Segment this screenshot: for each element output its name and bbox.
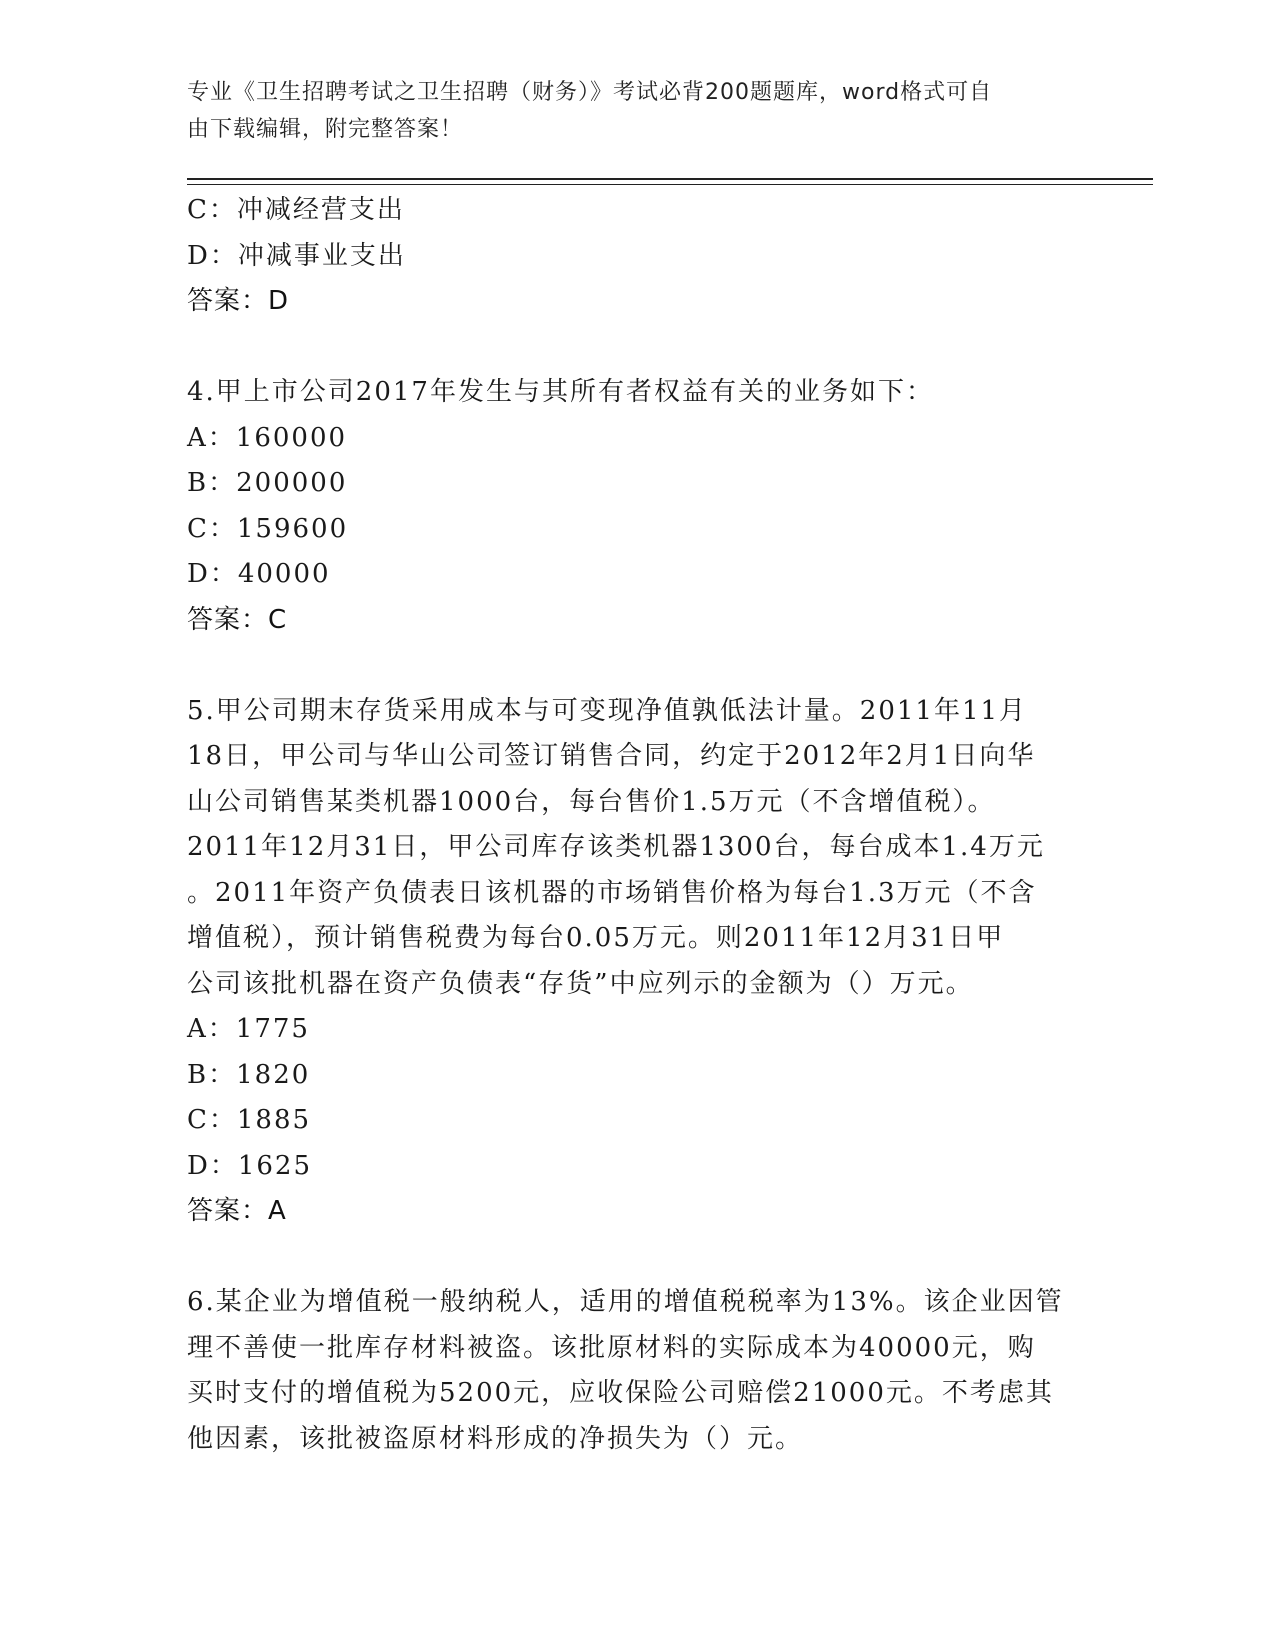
page-header xyxy=(187,74,1087,148)
option-d: D：冲减事业支出 xyxy=(187,240,406,271)
spacer xyxy=(187,325,1087,371)
option-c: C：159600 xyxy=(187,513,349,544)
question-text-line: 买时支付的增值税为5200元，应收保险公司赔偿21000元。不考虑其 xyxy=(187,1378,1054,1408)
question-content xyxy=(187,188,1087,1462)
question-text-line: 6.某企业为增值税一般纳税人，适用的增值税税率为13%。该企业因管 xyxy=(187,1287,1064,1317)
question-text: 4.甲上市公司2017年发生与其所有者权益有关的业务如下： xyxy=(187,377,934,407)
question-text-line: 山公司销售某类机器1000台，每台售价1.5万元（不含增值税）。 xyxy=(187,786,996,817)
question-text-line: 5.甲公司期末存货采用成本与可变现净值孰低法计量。2011年11月 xyxy=(187,695,1028,726)
answer-line: 答案：D xyxy=(187,286,290,316)
question-5-block xyxy=(187,689,1087,1235)
option-c: C：冲减经营支出 xyxy=(187,195,405,225)
header-divider-thick xyxy=(187,178,1153,180)
option-c: C：1885 xyxy=(187,1105,312,1135)
option-d: D：40000 xyxy=(187,559,331,589)
question-text-line: 。2011年资产负债表日该机器的市场销售价格为每台1.3万元（不含 xyxy=(187,877,1037,908)
answer-line: 答案：C xyxy=(187,604,288,635)
question-4-block xyxy=(187,370,1087,643)
spacer xyxy=(187,1235,1087,1281)
option-d: D：1625 xyxy=(187,1150,313,1181)
question-text-line: 18日，甲公司与华山公司签订销售合同，约定于2012年2月1日向华 xyxy=(187,741,1036,771)
question-text-line: 2011年12月31日，甲公司库存该类机器1300台，每台成本1.4万元 xyxy=(187,832,1045,862)
question-text-line: 增值税），预计销售税费为每台0.05万元。则2011年12月31日甲 xyxy=(187,923,1005,953)
option-a: A：1775 xyxy=(187,1014,310,1044)
header-line-2: 由下载编辑，附完整答案！ xyxy=(187,117,464,142)
question-text-line: 理不善使一批库存材料被盗。该批原材料的实际成本为40000元，购 xyxy=(187,1332,1036,1363)
question-6-block xyxy=(187,1280,1087,1462)
question-text-line: 他因素，该批被盗原材料形成的净损失为（）元。 xyxy=(187,1423,804,1454)
option-b: B：1820 xyxy=(187,1059,311,1090)
option-a: A：160000 xyxy=(187,422,348,453)
spacer xyxy=(187,643,1087,689)
option-b: B：200000 xyxy=(187,468,348,498)
header-divider-thin xyxy=(187,184,1153,185)
answer-line: 答案：A xyxy=(187,1196,287,1226)
question-3-block xyxy=(187,188,1087,325)
header-line-1: 专业《卫生招聘考试之卫生招聘（财务）》考试必背200题题库，word格式可自 xyxy=(187,80,993,105)
question-text-line: 公司该批机器在资产负债表“存货”中应列示的金额为（）万元。 xyxy=(187,968,974,999)
